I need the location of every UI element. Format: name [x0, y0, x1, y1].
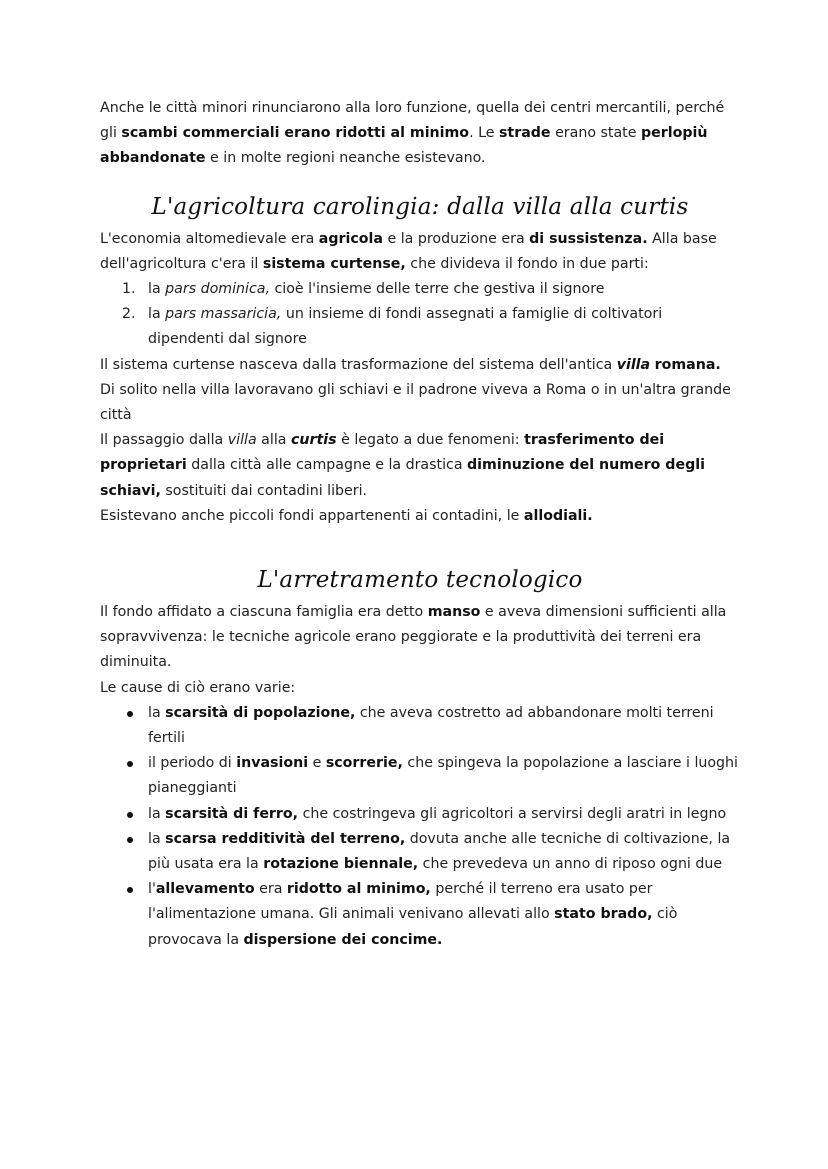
document-page	[100, 96, 740, 953]
cause-list	[100, 701, 740, 953]
curtense-paragraph: Il sistema curtense nasceva dalla trasformazione del sistema dell'antica villa romana. Di solito nella villa lavoravano gli schiavi e il padrone viveva a Roma o in un'altra grande città	[100, 356, 731, 424]
economia-paragraph: L'economia altomedievale era agricola e la produzione era di sussistenza. Alla base dell'agricoltura c'era il sistema curtense, che divideva il fondo in due parti:	[100, 230, 717, 272]
list-item: il periodo di invasioni e scorrerie, che spingeva la popolazione a lasciare i luoghi pianeggianti	[100, 751, 740, 801]
list-item: la scarsità di ferro, che costringeva gli agricoltori a servirsi degli aratri in legno	[100, 802, 740, 827]
bullet-icon	[127, 887, 133, 893]
passaggio-paragraph: Il passaggio dalla villa alla curtis è legato a due fenomeni: trasferimento dei proprietari dalla città alle campagne e la drastica diminuzione del numero degli schiavi, sostituiti dai contadini liberi.	[100, 432, 705, 499]
manso-paragraph: Il fondo affidato a ciascuna famiglia era detto manso e aveva dimensioni sufficienti alla sopravvivenza: le tecniche agricole erano peggiorate e la produttività dei terreni era diminuita.	[100, 604, 727, 671]
list-item: 2. la pars massaricia, un insieme di fondi assegnati a famiglie di coltivatori dipendenti dal signore	[122, 306, 663, 348]
list-item: la scarsa redditività del terreno, dovuta anche alle tecniche di coltivazione, la più usata era la rotazione biennale, che prevedeva un anno di riposo ogni due	[100, 827, 740, 877]
list-item: l'allevamento era ridotto al minimo, perché il terreno era usato per l'alimentazione umana. Gli animali venivano allevati allo stato brado, ciò provocava la dispersione dei concime.	[100, 877, 740, 953]
section-heading-arretramento: L'arretramento tecnologico	[257, 567, 583, 594]
intro-paragraph: Anche le città minori rinunciarono alla loro funzione, quella dei centri mercantili, perché gli scambi commerciali erano ridotti al minimo. Le strade erano state perlopiù abbandonate e in molte regioni neanche esistevano.	[100, 100, 725, 167]
list-item: la scarsità di popolazione, che aveva costretto ad abbandonare molti terreni fertili	[100, 701, 740, 751]
section-heading-agricoltura: L'agricoltura carolingia: dalla villa alla curtis	[151, 193, 689, 220]
bullet-icon	[127, 711, 133, 717]
parts-list	[100, 277, 740, 353]
bullet-icon	[127, 812, 133, 818]
bullet-icon	[127, 837, 133, 843]
cause-intro: Le cause di ciò erano varie:	[100, 679, 296, 696]
list-item: 1. la pars dominica, cioè l'insieme delle terre che gestiva il signore	[122, 281, 605, 298]
allodiali-paragraph: Esistevano anche piccoli fondi appartenenti ai contadini, le allodiali.	[100, 507, 593, 524]
bullet-icon	[127, 761, 133, 767]
